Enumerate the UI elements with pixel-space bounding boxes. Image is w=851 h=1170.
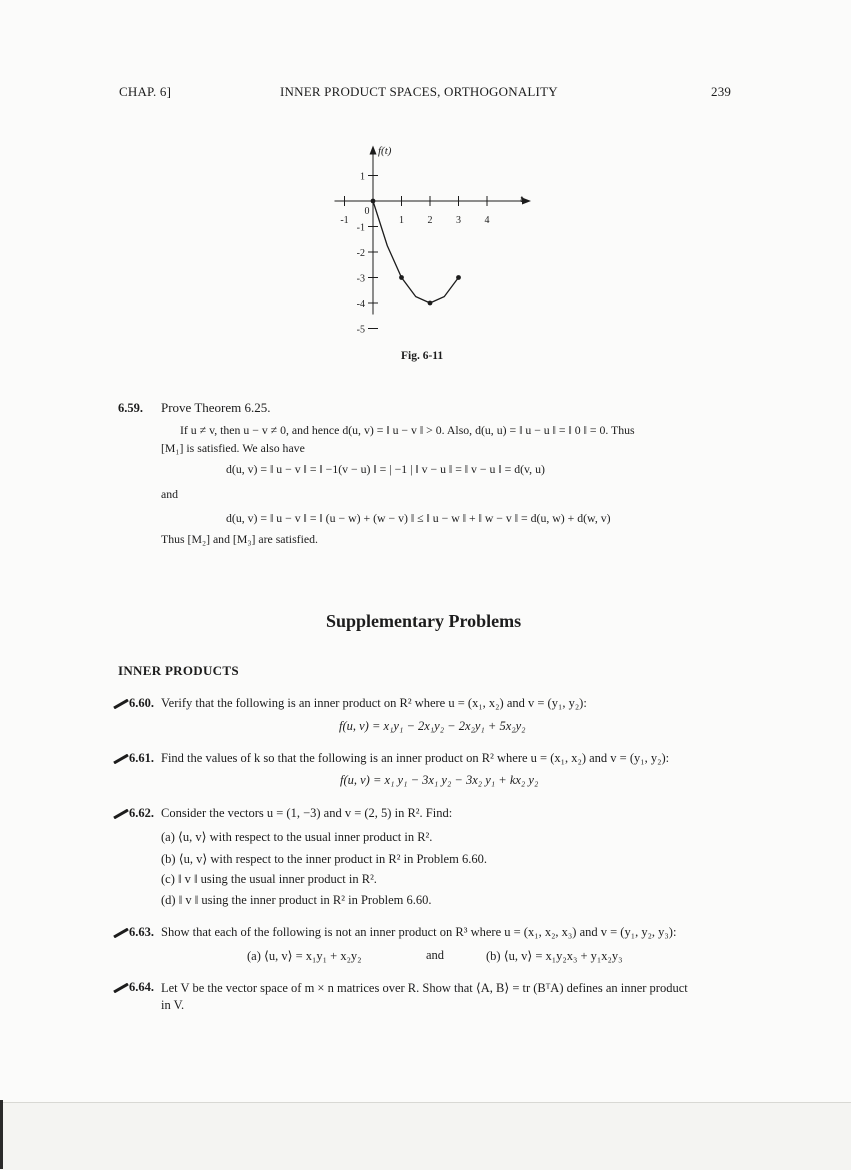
problem-equation-a-6-63: (a) ⟨u, v⟩ = x₁y₁ + x₂y₂ [247,949,362,963]
proof-and: and [161,487,179,501]
problem-text-6-60: Verify that the following is an inner product on R² where u = (x₁, x₂) and v = (y₁, y₂): [161,696,587,710]
problem-equation-b-6-63: (b) ⟨u, v⟩ = x₁y₂x₃ + y₁x₂y₃ [486,949,623,963]
problem-text-line1-6-64: Let V be the vector space of m × n matrices over R. Show that ⟨A, B⟩ = tr (BᵀA) defines an inner product [161,981,688,995]
proof-line-2: [M₁] is satisfied. We also have [161,441,305,455]
chapter-label: CHAP. 6] [119,84,172,99]
problem-part-b-6-62: (b) ⟨u, v⟩ with respect to the inner product in R² in Problem 6.60. [161,852,487,866]
problem-equation-and-6-63: and [426,948,445,962]
problem-equation-6-60: f(u, v) = x₁y₁ − 2x₁y₂ − 2x₂y₁ + 5x₂y₂ [339,719,526,733]
x-tick-label: 3 [456,215,461,226]
y-tick-label: -2 [356,248,365,259]
y-tick-label: -5 [356,324,365,336]
x-tick-label: 1 [399,215,404,226]
problem-statement-6-59: Prove Theorem 6.25. [161,400,271,415]
check-mark-icon [113,928,129,938]
scan-bottom-margin [0,1102,851,1170]
curve-point [371,199,376,204]
problem-text-6-63: Show that each of the following is not an inner product on R³ where u = (x₁, x₂, x₃) and v = (y₁, y₂, y₃): [161,925,677,939]
problem-number-6-64: 6.64. [129,980,154,994]
y-tick-label: -1 [356,222,365,234]
section-title: Supplementary Problems [326,611,522,631]
problem-number-6-62: 6.62. [129,806,154,820]
problem-part-c-6-62: (c) ‖ v ‖ using the usual inner product in R². [161,872,377,886]
problem-number-6-60: 6.60. [129,696,154,710]
problem-text-6-62: Consider the vectors u = (1, −3) and v = (2, 5) in R². Find: [161,806,453,820]
subsection-title: INNER PRODUCTS [118,663,239,678]
y-tick-label: -3 [356,273,365,285]
proof-equation-1: d(u, v) = ‖ u − v ‖ = ‖ −1(v − u) ‖ = | −1 | ‖ v − u ‖ = ‖ v − u ‖ = d(v, u) [226,462,545,476]
problem-equation-6-61: f(u, v) = x₁ y₁ − 3x₁ y₂ − 3x₂ y₁ + kx₂ y₂ [340,773,539,787]
page-number: 239 [711,84,732,99]
check-mark-icon [113,754,129,764]
figure-6-11 [0,140,851,510]
figure-ticks [340,172,489,336]
proof-line-1: If u ≠ v, then u − v ≠ 0, and hence d(u, v) = ‖ u − v ‖ > 0. Also, d(u, u) = ‖ u − u ‖ = ‖ 0 ‖ = 0. Thus [180,423,635,437]
figure-curve [371,199,461,306]
y-tick-label: 1 [360,171,365,183]
y-tick-label: -4 [356,299,365,310]
check-mark-icon [113,983,129,993]
problem-part-a-6-62: (a) ⟨u, v⟩ with respect to the usual inner product in R². [161,830,433,844]
figure-caption: Fig. 6-11 [401,350,444,362]
curve-point [399,275,404,280]
y-axis-arrow-icon [370,146,377,155]
problem-number-6-59: 6.59. [118,401,143,415]
function-curve [373,201,459,303]
page-running-title: INNER PRODUCT SPACES, ORTHOGONALITY [280,84,558,99]
problem-part-d-6-62: (d) ‖ v ‖ using the inner product in R² in Problem 6.60. [161,893,432,907]
figure-xlabel: t [520,193,524,205]
x-tick-label: 4 [484,215,490,226]
proof-equation-2: d(u, v) = ‖ u − v ‖ = ‖ (u − w) + (w − v) ‖ ≤ ‖ u − w ‖ + ‖ w − v ‖ = d(u, w) + d(w, v) [226,511,611,525]
x-tick-label: -1 [340,215,349,226]
problem-text-6-61: Find the values of k so that the following is an inner product on R² where u = (x₁, x₂) and v = (y₁, y₂): [161,751,670,765]
check-mark-icon [113,809,129,819]
figure-ylabel: f(t) [378,145,392,157]
curve-point [456,275,461,280]
x-tick-label: 2 [427,215,433,226]
problem-number-6-63: 6.63. [129,925,154,939]
proof-conclusion: Thus [M₂] and [M₃] are satisfied. [161,532,318,546]
problem-number-6-61: 6.61. [129,751,154,765]
x-axis-arrow-icon [522,198,531,205]
check-mark-icon [113,699,129,709]
curve-point [428,301,433,306]
x-tick-label: 0 [364,206,370,217]
scan-edge [0,1100,3,1169]
problem-text-line2-6-64: in V. [161,998,185,1012]
